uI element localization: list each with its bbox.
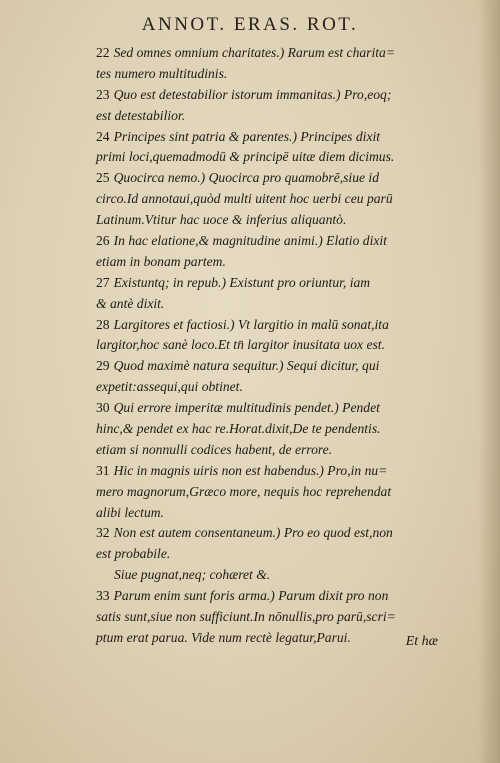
- line-text: largitor,hoc sanè loco.Et tn̄ largitor inusitata uox est.: [96, 337, 385, 353]
- text-line: [96, 189, 450, 210]
- text-line: [96, 64, 450, 85]
- text-line: [96, 273, 450, 294]
- line-text: Hic in magnis uiris non est habendus.) Pro,in nu=: [113, 462, 388, 478]
- text-line: [96, 419, 450, 440]
- annotation-number: 22: [96, 45, 110, 60]
- line-text: & antè dixit.: [96, 295, 165, 311]
- text-line: [96, 461, 450, 482]
- line-text: Quocirca nemo.) Quocirca pro quamobrē,siue id: [113, 170, 380, 186]
- text-line: [96, 168, 450, 189]
- text-line: [96, 231, 450, 252]
- text-line: [96, 85, 450, 106]
- text-line: [96, 607, 450, 628]
- text-line: [96, 586, 450, 607]
- annotation-number: 32: [96, 525, 110, 541]
- line-text: Quo est detestabilior istorum immanitas.) Pro,eoq;: [113, 86, 392, 102]
- annotation-number: 28: [96, 316, 110, 332]
- text-line: [96, 43, 450, 64]
- line-text: Principes sint patria & parentes.) Principes dixit: [113, 128, 381, 144]
- annotation-number: 33: [96, 588, 110, 604]
- text-line: [96, 503, 450, 524]
- text-line: [96, 356, 450, 377]
- line-text: Latinum.Vtitur hac uoce & inferius aliquantò.: [96, 212, 347, 228]
- annotation-number: 26: [96, 233, 110, 249]
- text-line: [96, 127, 450, 148]
- text-line: [96, 565, 450, 586]
- line-text: est detestabilior.: [96, 107, 186, 123]
- line-text: Siue pugnat,neq; cohæret &.: [114, 567, 271, 583]
- catchword: Et hæ: [405, 634, 438, 649]
- text-line: [96, 335, 450, 356]
- text-line: [96, 523, 450, 544]
- line-text: expetit:assequi,qui obtinet.: [96, 379, 243, 395]
- line-text: Existuntq; in repub.) Existunt pro oriuntur, iam: [113, 274, 371, 290]
- text-line: [96, 377, 450, 398]
- line-text: tes numero multitudinis.: [96, 65, 228, 81]
- line-text: Largitores et factiosi.) Vt largitio in malū sonat,ita: [113, 316, 389, 332]
- text-line: [96, 628, 450, 649]
- text-line: [96, 315, 450, 336]
- text-line: [96, 106, 450, 127]
- text-line: [96, 210, 450, 231]
- annotation-number: 30: [96, 400, 110, 416]
- text-line: [96, 482, 450, 503]
- annotation-text-block: [96, 43, 450, 649]
- running-header: ANNOT. ERAS. ROT.: [141, 14, 359, 35]
- text-line: [96, 294, 450, 315]
- line-text: Sed omnes omnium charitates.) Rarum est charita=: [113, 45, 395, 60]
- annotation-number: 23: [96, 86, 110, 102]
- line-text: satis sunt,siue non sufficiunt.In nōnullis,pro parū,scri=: [96, 609, 396, 625]
- line-text: etiam si nonnulli codices habent, de errore.: [96, 441, 333, 457]
- line-text: est probabile.: [96, 546, 171, 562]
- line-text: ptum erat parua. Vide num rectè legatur,Parui.: [96, 629, 351, 645]
- annotation-number: 25: [96, 170, 110, 186]
- text-line: [96, 544, 450, 565]
- line-text: Parum enim sunt foris arma.) Parum dixit pro non: [113, 588, 389, 604]
- annotation-number: 24: [96, 128, 110, 144]
- text-line: [96, 252, 450, 273]
- line-text: etiam in bonam partem.: [96, 253, 226, 269]
- text-line: [96, 398, 450, 419]
- annotation-number: 29: [96, 358, 110, 374]
- line-text: In hac elatione,& magnitudine animi.) Elatio dixit: [113, 233, 387, 249]
- line-text: Quod maximè natura sequitur.) Sequi dicitur, qui: [113, 358, 380, 374]
- line-text: Qui errore imperitæ multitudinis pendet.) Pendet: [113, 400, 380, 416]
- line-text: hinc,& pendet ex hac re.Horat.dixit,De te pendentis.: [96, 421, 381, 437]
- line-text: primi loci,quemadmodū & principē uitæ diem dicimus.: [96, 149, 395, 165]
- page-edge-shadow: [478, 0, 500, 763]
- text-line: [96, 440, 450, 461]
- line-text: circo.Id annotaui,quòd multi uitent hoc uerbi ceu parū: [96, 191, 393, 207]
- annotation-number: 27: [96, 274, 110, 290]
- line-text: mero magnorum,Græco more, nequis hoc reprehendat: [96, 483, 392, 499]
- text-line: [96, 147, 450, 168]
- annotation-number: 31: [96, 462, 110, 478]
- line-text: Non est autem consentaneum.) Pro eo quod est,non: [113, 525, 393, 541]
- line-text: alibi lectum.: [96, 504, 164, 520]
